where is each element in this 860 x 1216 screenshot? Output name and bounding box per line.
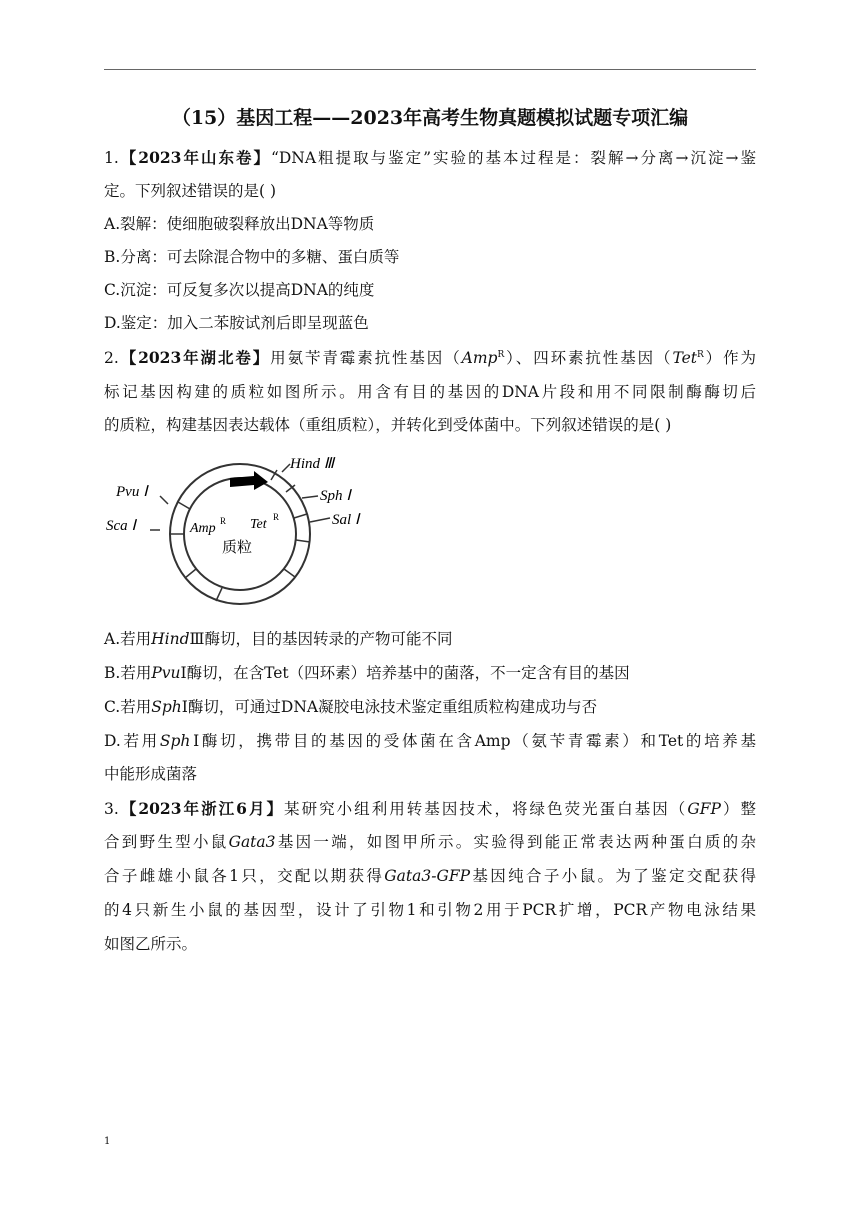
site-markers <box>150 464 330 530</box>
q3-source: 【2023年浙江6月】 <box>118 799 285 818</box>
tet-gene: Tet <box>672 349 697 367</box>
q2b-enzyme: Pvu <box>151 664 181 682</box>
header-rule <box>104 69 756 70</box>
q3-stem-line5: 如图乙所示。 <box>104 935 198 953</box>
q2c-enzyme: Sph <box>151 698 182 716</box>
gata3-gene: Gata3 <box>228 833 276 851</box>
page-number: 1 <box>104 1136 111 1147</box>
q1-option-a: A.裂解：使细胞破裂释放出DNA等物质 <box>104 215 375 233</box>
q3-text-3b: 基因纯合子小鼠。为了鉴定交配获得 <box>470 867 756 885</box>
q1-source: 【2023年山东卷】 <box>118 148 271 167</box>
gfp-gene: GFP <box>687 800 721 818</box>
q2-text-a: 用氨苄青霉素抗性基因（ <box>270 349 462 367</box>
q2c-pre: C.若用 <box>104 698 152 716</box>
q1-stem-line1 <box>104 146 756 170</box>
q2-option-d <box>104 729 756 753</box>
q2-option-d-cont: 中能形成菌落 <box>104 765 198 783</box>
plasmid-figure <box>104 452 384 612</box>
q1-number: 1. <box>104 149 119 167</box>
q3-stem-line4: 的4只新生小鼠的基因型，设计了引物1和引物2用于PCR扩增，PCR产物电泳结果 <box>104 901 756 919</box>
label-pvu: Pvu Ⅰ <box>116 484 148 500</box>
page-title: （15）基因工程——2023年高考生物真题模拟试题专项汇编 <box>171 107 689 129</box>
q3-stem-line2 <box>104 830 756 854</box>
q2a-enzyme: Hind <box>151 630 190 648</box>
label-tet-sup: R <box>273 512 280 522</box>
label-amp-sup: R <box>220 516 227 526</box>
q2-text-b: ）、四环素抗性基因（ <box>504 349 673 367</box>
q2a-post: Ⅲ酶切，目的基因转录的产物可能不同 <box>189 630 453 648</box>
orientation-arrow-icon <box>230 471 268 490</box>
q3-text-2b: 基因一端，如图甲所示。实验得到能正常表达两种蛋白质的杂 <box>275 833 756 851</box>
tet-sup: R <box>696 349 704 360</box>
q1-option-d: D.鉴定：加入二苯胺试剂后即呈现蓝色 <box>104 314 369 332</box>
q1-stem-line2: 定。下列叙述错误的是( ) <box>104 182 277 200</box>
plasmid-diagram <box>104 452 384 612</box>
amp-sup: R <box>497 349 505 360</box>
q2d-pre: D.若用 <box>104 732 160 750</box>
label-sal: Sal Ⅰ <box>332 512 360 528</box>
q2-option-b <box>104 661 756 685</box>
q2-number: 2. <box>104 349 119 367</box>
q2-source: 【2023年湖北卷】 <box>118 348 271 367</box>
gata3-gfp-gene: Gata3-GFP <box>384 867 471 885</box>
q3-stem-line3 <box>104 864 756 888</box>
q2-stem-line3: 的质粒，构建基因表达载体（重组质粒），并转化到受体菌中。下列叙述错误的是( ) <box>104 416 672 434</box>
q2-stem-line2: 标记基因构建的质粒如图所示。用含有目的基因的DNA片段和用不同限制酶酶切后 <box>104 383 756 401</box>
q3-number: 3. <box>104 800 119 818</box>
q2b-pre: B.若用 <box>104 664 152 682</box>
q2-option-a <box>104 627 756 651</box>
label-sph: Sph Ⅰ <box>320 488 351 504</box>
q1-stem-text1: “DNA粗提取与鉴定”实验的基本过程是：裂解→分离→沉淀→鉴 <box>270 149 756 167</box>
q2-option-c <box>104 695 756 719</box>
label-tet: Tet <box>250 517 267 532</box>
q3-text-1a: 某研究小组利用转基因技术，将绿色荧光蛋白基因（ <box>284 800 688 818</box>
q1-option-c: C.沉淀：可反复多次以提高DNA的纯度 <box>104 281 375 299</box>
q2d-post: Ⅰ酶切，携带目的基因的受体菌在含Amp（氨苄青霉素）和Tet的培养基 <box>190 732 756 750</box>
label-hind: Hind Ⅲ <box>290 456 335 472</box>
q2a-pre: A.若用 <box>104 630 152 648</box>
amp-gene: Amp <box>461 349 498 367</box>
q2c-post: Ⅰ酶切，可通过DNA凝胶电泳技术鉴定重组质粒构建成功与否 <box>181 698 598 716</box>
q2-stem-line1 <box>104 346 756 370</box>
label-plasmid-center: 质粒 <box>222 538 253 556</box>
q2-text-c: ）作为 <box>703 349 756 367</box>
q2d-enzyme: Sph <box>159 732 191 750</box>
label-amp: Amp <box>190 521 216 536</box>
q3-stem-line1 <box>104 797 756 821</box>
q2b-post: Ⅰ酶切，在含Tet（四环素）培养基中的菌落，不一定含有目的基因 <box>180 664 630 682</box>
q3-text-3a: 合子雌雄小鼠各1只，交配以期获得 <box>104 867 385 885</box>
label-sca: Sca Ⅰ <box>106 518 136 534</box>
q3-text-2a: 合到野生型小鼠 <box>104 833 229 851</box>
q1-option-b: B.分离：可去除混合物中的多糖、蛋白质等 <box>104 248 400 266</box>
q3-text-1b: ）整 <box>720 800 756 818</box>
